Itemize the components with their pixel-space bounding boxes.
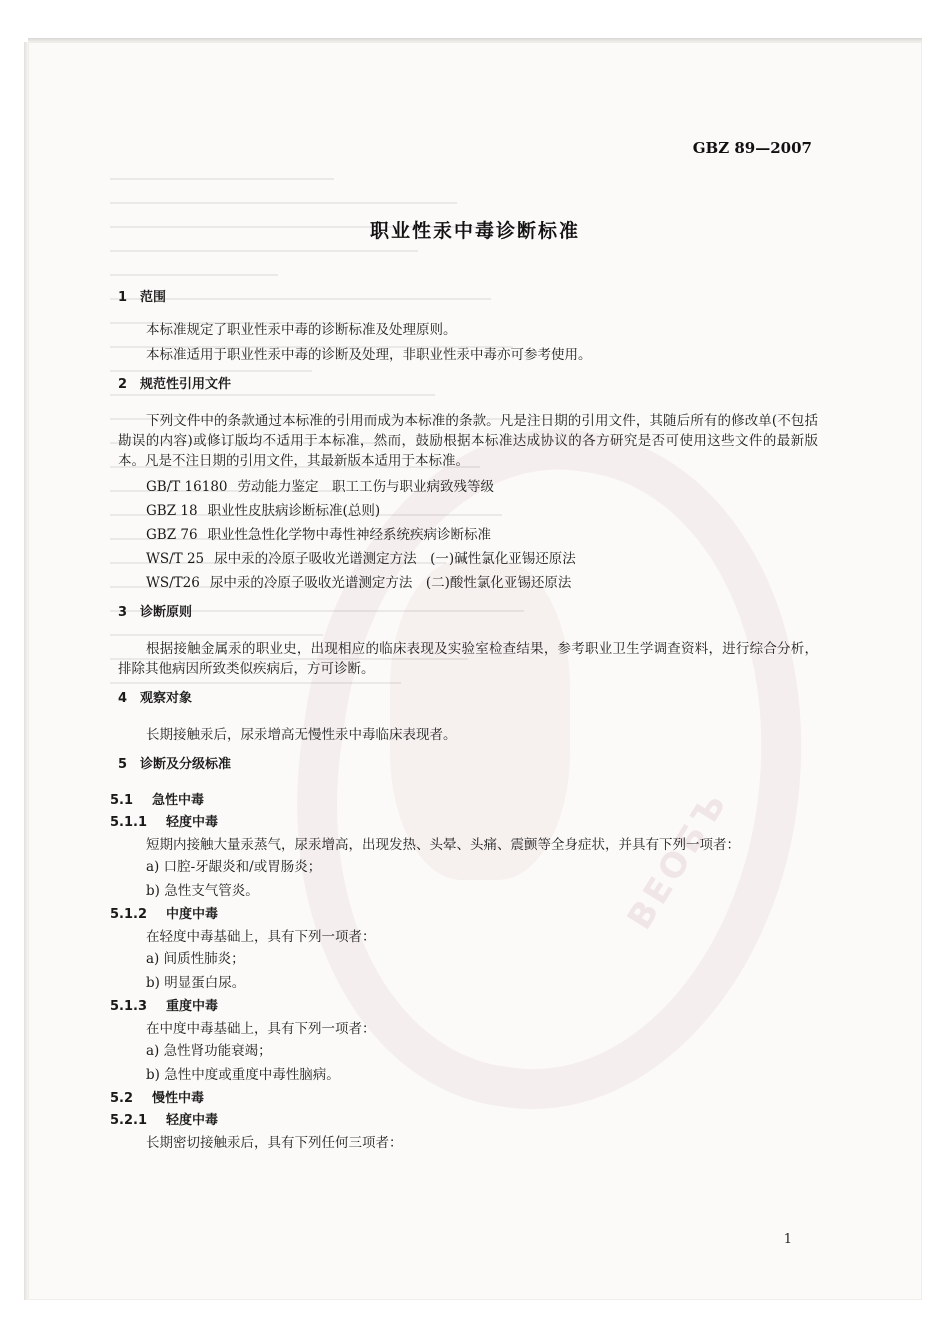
paragraph: 长期接触汞后，尿汞增高无慢性汞中毒临床表现者。 [146, 727, 457, 743]
list-item: a) 间质性肺炎； [146, 951, 245, 967]
section-heading [118, 603, 818, 625]
reference-item [118, 501, 818, 525]
document-body [110, 288, 818, 1153]
subsubsection-heading [110, 1111, 818, 1133]
reference-code: GBZ 76 [146, 527, 198, 543]
paragraph: 短期内接触大量汞蒸气，尿汞增高，出现发热、头晕、头痛、震颤等全身症状，并具有下列一项者： [146, 837, 740, 853]
subsubsection-title: 轻度中毒 [166, 815, 219, 830]
reference-title: 劳动能力鉴定 职工工伤与职业病致残等级 [237, 479, 494, 495]
subsubsection-heading [110, 997, 818, 1019]
subsubsection-title: 轻度中毒 [166, 1113, 219, 1128]
subsubsection-heading [110, 905, 818, 927]
section-number: 4 [118, 691, 128, 706]
list-item: b) 急性中度或重度中毒性脑病。 [146, 1067, 340, 1083]
section-title: 诊断及分级标准 [140, 757, 232, 772]
subsubsection-heading [110, 813, 818, 835]
list-item: a) 口腔-牙龈炎和/或胃肠炎； [146, 859, 322, 875]
paragraph: 根据接触金属汞的职业史，出现相应的临床表现及实验室检查结果，参考职业卫生学调查资料，进行综合分析，排除其他病因所致类似疾病后，方可诊断。 [118, 641, 818, 677]
list-item: a) 急性肾功能衰竭； [146, 1043, 272, 1059]
reference-code: GB/T 16180 [146, 479, 228, 495]
reference-code: GBZ 18 [146, 503, 198, 519]
section-heading [118, 755, 818, 777]
subsection-heading [110, 791, 818, 813]
paragraph: 下列文件中的条款通过本标准的引用而成为本标准的条款。凡是注日期的引用文件，其随后所有的修改单(不包括勘误的内容)或修订版均不适用于本标准，然而，鼓励根据本标准达成协议的各方研究是否可使用这些文件的最新版本。凡是不注日期的引用文件，其最新版本适用于本标准。 [118, 413, 818, 469]
reference-code: WS/T 25 [146, 551, 205, 567]
paragraph: 长期密切接触汞后，具有下列任何三项者： [146, 1135, 403, 1151]
paragraph: 在轻度中毒基础上，具有下列一项者： [146, 929, 376, 945]
section-title: 规范性引用文件 [140, 377, 232, 392]
subsection-title: 慢性中毒 [152, 1091, 205, 1106]
section-title: 诊断原则 [140, 605, 193, 620]
subsection-title: 急性中毒 [152, 793, 205, 808]
section-title: 范围 [140, 290, 167, 305]
subsection-number: 5.2 [110, 1091, 134, 1106]
subsubsection-title: 中度中毒 [166, 907, 219, 922]
reference-item [118, 477, 818, 501]
subsection-heading [110, 1089, 818, 1111]
reference-code: WS/T26 [146, 575, 200, 591]
standard-code: GBZ 89—2007 [692, 139, 812, 157]
document-title: 职业性汞中毒诊断标准 [369, 220, 580, 242]
paragraph: 在中度中毒基础上，具有下列一项者： [146, 1021, 376, 1037]
reference-title: 职业性急性化学物中毒性神经系统疾病诊断标准 [207, 527, 492, 543]
section-number: 2 [118, 377, 128, 392]
section-number: 5 [118, 757, 128, 772]
subsubsection-number: 5.1.3 [110, 999, 148, 1014]
subsubsection-number: 5.1.1 [110, 815, 148, 830]
section-number: 3 [118, 605, 128, 620]
section-title: 观察对象 [140, 691, 193, 706]
subsubsection-title: 重度中毒 [166, 999, 219, 1014]
list-item: b) 明显蛋白尿。 [146, 975, 246, 991]
faint-seal-stamp-letters: ВЕОБЪ [619, 783, 737, 937]
paragraph: 本标准规定了职业性汞中毒的诊断标准及处理原则。 [146, 322, 457, 338]
section-heading [118, 288, 818, 310]
reference-item [118, 525, 818, 549]
reference-title: 尿中汞的冷原子吸收光谱测定方法 (一)碱性氯化亚锡还原法 [214, 551, 576, 567]
reference-title: 职业性皮肤病诊断标准(总则) [207, 503, 381, 519]
subsubsection-number: 5.2.1 [110, 1113, 148, 1128]
section-number: 1 [118, 290, 128, 305]
subsubsection-number: 5.1.2 [110, 907, 148, 922]
section-heading [118, 689, 818, 711]
section-heading [118, 375, 818, 397]
list-item: b) 急性支气管炎。 [146, 883, 259, 899]
paragraph: 本标准适用于职业性汞中毒的诊断及处理，非职业性汞中毒亦可参考使用。 [146, 347, 592, 363]
reference-item [118, 573, 818, 597]
subsection-number: 5.1 [110, 793, 134, 808]
page-number: 1 [783, 1232, 792, 1247]
reference-item [118, 549, 818, 573]
reference-title: 尿中汞的冷原子吸收光谱测定方法 (二)酸性氯化亚锡还原法 [209, 575, 572, 591]
